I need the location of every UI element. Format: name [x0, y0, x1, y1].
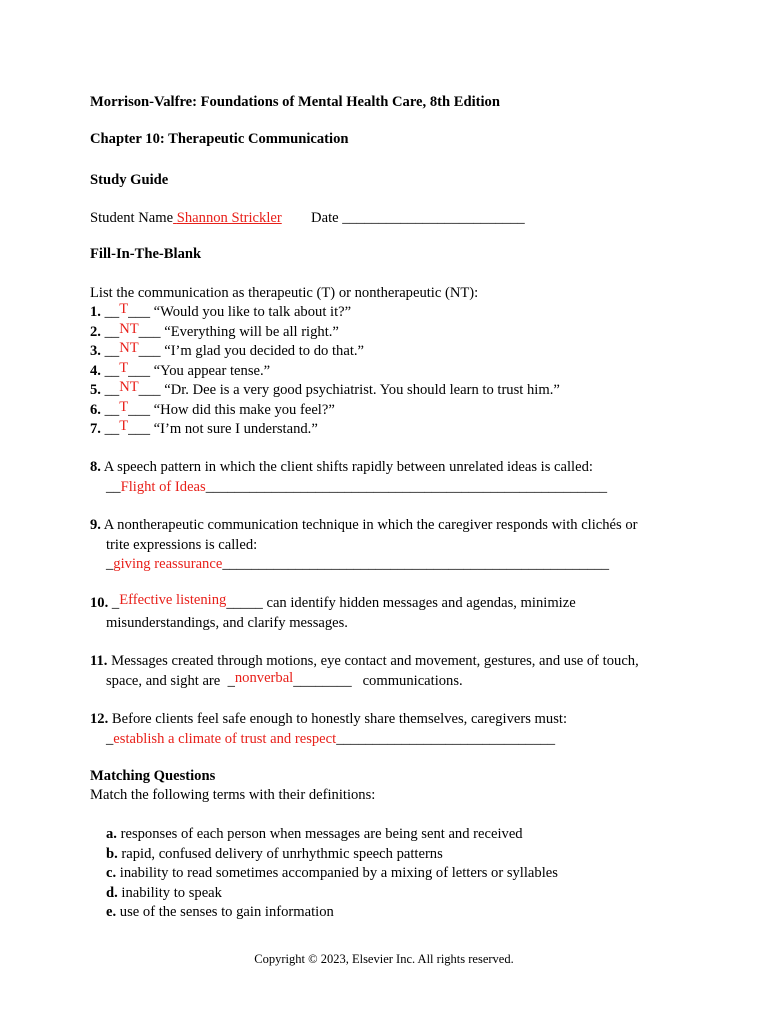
book-title: Morrison-Valfre: Foundations of Mental Health Care, 8th Edition: [90, 94, 500, 110]
list-item: a. responses of each person when messages are being sent and received: [106, 826, 523, 842]
list-item: b. rapid, confused delivery of unrhythmic speech patterns: [106, 845, 443, 862]
date-label: Date: [311, 210, 339, 226]
answer-12: establish a climate of trust and respect: [113, 730, 337, 747]
matching-intro: Match the following terms with their definitions:: [90, 787, 376, 803]
answer-9: giving reassurance: [113, 556, 223, 572]
answer-6: T: [119, 398, 129, 415]
list-item: 3. __NT___ “I’m glad you decided to do that.”: [90, 340, 365, 359]
matching-heading: Matching Questions: [90, 768, 216, 784]
answer-10: Effective listening: [119, 592, 227, 608]
list-item: 1. __T___ “Would you like to talk about it?”: [90, 301, 352, 320]
answer-4: T: [119, 359, 129, 376]
list-item: 2. __NT___ “Everything will be all right.”: [90, 320, 339, 340]
list-item: e. use of the senses to gain information: [106, 904, 334, 920]
list-item: 7. __T___ “I’m not sure I understand.”: [90, 418, 318, 437]
fill-in-intro: List the communication as therapeutic (T) or nontherapeutic (NT):: [90, 285, 479, 301]
question-8: 8. A speech pattern in which the client shifts rapidly between unrelated ideas is called: __Flight of Ideas_______________________________________________________: [90, 459, 608, 495]
question-11: 11. Messages created through motions, eye contact and movement, gestures, and use of touch, space, and sight are _nonverbal________ communications.: [90, 653, 639, 689]
guide-title: Study Guide: [90, 172, 169, 188]
answer-8: Flight of Ideas: [120, 478, 206, 495]
answer-7: T: [119, 418, 129, 434]
fill-in-list: [90, 303, 560, 440]
question-9: 9. A nontherapeutic communication technique in which the caregiver responds with clichés or trite expressions is called: _giving reassurance_____________________________________________________: [90, 517, 638, 572]
list-item: c. inability to read sometimes accompanied by a mixing of letters or syllables: [106, 865, 558, 881]
answer-1: T: [119, 301, 129, 317]
list-item: 5. __NT___ “Dr. Dee is a very good psychiatrist. You should learn to trust him.”: [90, 379, 560, 398]
list-item: 6. __T___ “How did this make you feel?”: [90, 398, 335, 418]
page-footer: [0, 950, 768, 968]
student-name-label: Student Name: [90, 210, 174, 226]
chapter-title: Chapter 10: Therapeutic Communication: [90, 131, 349, 147]
answer-3: NT: [119, 340, 139, 356]
question-12: 12. Before clients feel safe enough to honestly share themselves, caregivers must: _establish a climate of trust and respect______________________________: [90, 711, 567, 747]
list-item: d. inability to speak: [106, 884, 222, 901]
fill-in-heading: Fill-In-The-Blank: [90, 246, 202, 262]
answer-5: NT: [119, 379, 139, 395]
copyright-text: Copyright © 2023, Elsevier Inc. All rights reserved.: [254, 952, 514, 966]
date-blank: _________________________: [342, 210, 525, 226]
student-info-line: [90, 209, 525, 229]
student-name-value: Shannon Strickler: [176, 210, 282, 226]
answer-2: NT: [119, 320, 139, 337]
question-10: 10. _Effective listening_____ can identify hidden messages and agendas, minimize misunderstandings, and clarify messages.: [90, 592, 576, 631]
answer-11: nonverbal: [234, 669, 294, 686]
matching-list: [90, 825, 558, 923]
list-item: 4. __T___ “You appear tense.”: [90, 359, 271, 379]
